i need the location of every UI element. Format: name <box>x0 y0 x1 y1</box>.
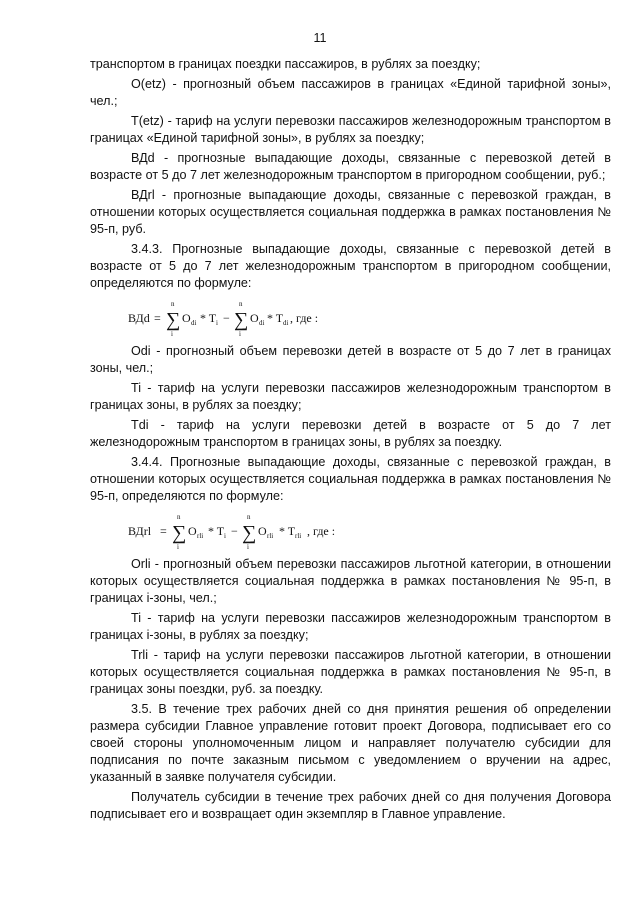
formula-mul: * T <box>279 524 296 538</box>
paragraph: Получатель субсидии в течение трех рабочих дней со дня получения Договора подписывает его и возвращает один экземпляр в Главное управление. <box>90 790 611 821</box>
paragraph: Ti - тариф на услуги перевозки пассажиров железнодорожным транспортом в границах зоны, в рублях за поездку; <box>90 381 611 412</box>
paragraph: 3.4.4. Прогнозные выпадающие доходы, связанные с перевозкой граждан, в отношении которых осуществляется социальная поддержка в рамках постановления № 95-п, определяются по формуле: <box>90 455 611 503</box>
formula-sum-bottom: i <box>239 330 241 338</box>
document-body <box>90 56 611 826</box>
sum-icon: ∑ <box>172 522 187 544</box>
formula-sum-bottom: i <box>247 543 249 551</box>
paragraph: Ti - тариф на услуги перевозки пассажиров железнодорожным транспортом в границах i-зоны, в рублях за поездку; <box>90 611 611 642</box>
paragraph: 3.5. В течение трех рабочих дней со дня принятия решения об определении размера субсидии Главное управление готовит проект Договора, подписывает его со своей стороны уполномоченным лицом и направляет получателю субсидии для подписания по почте заказным письмом с уведомлением о вручении на адрес, указанный в заявке получателя субсидии. <box>90 702 611 784</box>
formula-term: O <box>258 524 267 538</box>
formula-sub: rli <box>267 532 274 540</box>
sum-icon: ∑ <box>234 309 249 331</box>
formula-privileged-svg <box>128 508 428 552</box>
formula-eq: = <box>154 311 161 325</box>
formula-sum-top: n <box>247 513 251 521</box>
paragraph: Trli - тариф на услуги перевозки пассажиров льготной категории, в отношении которых осуществляется социальная поддержка в рамках постановления № 95-п, в границах зоны поездки, руб. за поездку. <box>90 648 611 696</box>
formula-children <box>90 295 611 339</box>
paragraph: O(etz) - прогнозный объем пассажиров в границах «Единой тарифной зоны», чел.; <box>90 77 611 108</box>
formula-sum-bottom: i <box>177 543 179 551</box>
formula-minus: − <box>231 524 238 538</box>
formula-sub: i <box>224 532 226 540</box>
formula-children-svg <box>128 295 428 339</box>
sum-icon: ∑ <box>166 309 181 331</box>
formula-sub: di <box>191 319 197 327</box>
formula-sum-top: n <box>239 300 243 308</box>
formula-sum-bottom: i <box>171 330 173 338</box>
formula-term: O <box>188 524 197 538</box>
paragraph: ВДrl - прогнозные выпадающие доходы, связанные с перевозкой граждан, в отношении которых осуществляется социальная поддержка в рамках постановления № 95-п, руб. <box>90 188 611 236</box>
paragraph: Orli - прогнозный объем перевозки пассажиров льготной категории, в отношении которых осуществляется социальная поддержка в рамках постановления № 95-п, в границах i-зоны, чел.; <box>90 557 611 605</box>
formula-term: O <box>250 311 259 325</box>
paragraph: транспортом в границах поездки пассажиров, в рублях за поездку; <box>90 57 481 71</box>
formula-sub: rli <box>295 532 302 540</box>
formula-tail: , где : <box>290 311 319 325</box>
paragraph: T(etz) - тариф на услуги перевозки пассажиров железнодорожным транспортом в границах «Единой тарифной зоны», в рублях за поездку; <box>90 114 611 145</box>
formula-sub: di <box>283 319 289 327</box>
formula-tail: , где : <box>307 524 336 538</box>
formula-term: O <box>182 311 191 325</box>
formula-sub: rli <box>197 532 204 540</box>
paragraph: 3.4.3. Прогнозные выпадающие доходы, связанные с перевозкой детей в возрасте от 5 до 7 лет железнодорожным транспортом в пригородном сообщении, определяются по формуле: <box>90 242 611 290</box>
formula-sum-top: n <box>171 300 175 308</box>
formula-lhs: ВДd <box>128 311 150 325</box>
formula-minus: − <box>223 311 230 325</box>
formula-sum-top: n <box>177 513 181 521</box>
formula-mul: * T <box>208 524 225 538</box>
page-number: 11 <box>313 31 327 45</box>
formula-sub: i <box>216 319 218 327</box>
formula-privileged <box>90 508 611 552</box>
formula-eq: = <box>160 524 167 538</box>
formula-mul: * T <box>200 311 217 325</box>
sum-icon: ∑ <box>242 522 257 544</box>
paragraph: Tdi - тариф на услуги перевозки детей в возрасте от 5 до 7 лет железнодорожным транспортом в границах зоны, в рублях за поездку. <box>90 418 611 449</box>
formula-sub: di <box>259 319 265 327</box>
paragraph: ВДd - прогнозные выпадающие доходы, связанные с перевозкой детей в возрасте от 5 до 7 лет железнодорожным транспортом в пригородном сообщении, руб.; <box>90 151 611 182</box>
formula-mul: * T <box>267 311 284 325</box>
formula-lhs: ВДrl <box>128 524 152 538</box>
paragraph: Odi - прогнозный объем перевозки детей в возрасте от 5 до 7 лет в границах зоны, чел.; <box>90 344 611 375</box>
